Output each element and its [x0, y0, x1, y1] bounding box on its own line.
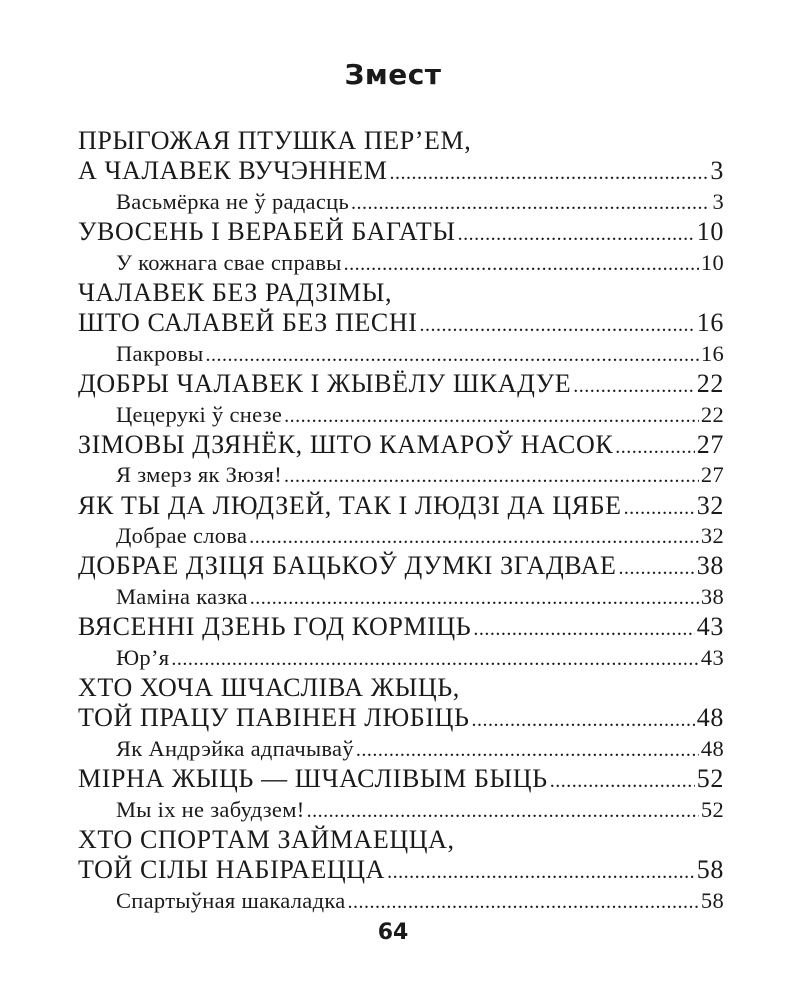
toc-entry-page: 48 [696, 703, 724, 733]
dot-leader [472, 705, 695, 735]
toc-entry-label: УВОСЕНЬ І ВЕРАБЕЙ БАГАТЫ [78, 217, 456, 247]
dot-leader [387, 857, 695, 887]
toc-story-entry[interactable] [78, 643, 724, 673]
toc-section-heading [78, 673, 724, 703]
toc-entry-label: ТОЙ ПРАЦУ ПАВІНЕН ЛЮБІЦЬ [78, 703, 470, 733]
toc-entry-label: Спартыўная шакаладка [116, 887, 346, 913]
toc-entry-label: Як Андрэйка адпачываў [116, 735, 354, 761]
toc-entry-page: 27 [696, 429, 724, 459]
toc-story-entry[interactable] [78, 795, 724, 825]
toc-entry-label: У кожнага свае справы [116, 249, 342, 275]
toc-entry-page: 10 [700, 249, 724, 275]
dot-leader [351, 188, 710, 218]
page-number: 64 [377, 920, 409, 945]
toc-entry-label: ЗІМОВЫ ДЗЯНЁК, ШТО КАМАРОЎ НАСОК [78, 429, 614, 459]
dot-leader [356, 735, 699, 765]
table-of-contents [78, 126, 724, 916]
toc-entry-label: ДОБРАЕ ДЗІЦЯ БАЦЬКОЎ ДУМКІ ЗГАДВАЕ [78, 551, 617, 581]
toc-entry-label: Васьмёрка не ў радасць [116, 188, 350, 214]
toc-entry-page: 38 [700, 583, 724, 609]
dot-leader [171, 644, 698, 674]
toc-story-entry[interactable] [78, 521, 724, 551]
toc-entry-page: 43 [700, 644, 724, 670]
dot-leader [284, 401, 699, 431]
toc-entry-label: ВЯСЕННІ ДЗЕНЬ ГОД КОРМІЦЬ [78, 612, 472, 642]
toc-entry-label: МІРНА ЖЫЦЬ — ШЧАСЛІВЫМ БЫЦЬ [78, 764, 548, 794]
toc-story-entry[interactable] [78, 886, 724, 916]
toc-story-entry[interactable] [78, 400, 724, 430]
toc-entry-page: 22 [700, 401, 724, 427]
dot-leader [348, 887, 699, 917]
toc-entry-page: 43 [696, 612, 724, 642]
page-title: Змест [344, 58, 442, 91]
dot-leader [250, 583, 699, 613]
toc-entry-page: 58 [700, 887, 724, 913]
toc-section-entry[interactable] [78, 703, 724, 733]
toc-entry-page: 22 [696, 369, 724, 399]
toc-entry-label: ХТО ХОЧА ШЧАСЛІВА ЖЫЦЬ, [78, 673, 460, 703]
dot-leader [473, 614, 694, 644]
toc-entry-page: 3 [712, 188, 724, 214]
toc-entry-label: ЯК ТЫ ДА ЛЮДЗЕЙ, ТАК І ЛЮДЗІ ДА ЦЯБЕ [78, 490, 622, 520]
toc-entry-page: 3 [710, 156, 724, 186]
dot-leader [624, 493, 695, 523]
dot-leader [550, 766, 695, 796]
toc-section-entry[interactable] [78, 855, 724, 885]
dot-leader [249, 522, 699, 552]
dot-leader [284, 461, 699, 491]
toc-entry-label: ХТО СПОРТАМ ЗАЙМАЕЦЦА, [78, 824, 455, 854]
toc-section-entry[interactable] [78, 369, 724, 399]
toc-section-entry[interactable] [78, 308, 724, 338]
toc-entry-page: 52 [700, 796, 724, 822]
dot-leader [389, 158, 708, 188]
toc-entry-page: 32 [700, 523, 724, 549]
toc-story-entry[interactable] [78, 734, 724, 764]
toc-entry-label: Пакровы [116, 340, 204, 366]
dot-leader [206, 340, 699, 370]
toc-section-entry[interactable] [78, 551, 724, 581]
toc-entry-label: ДОБРЫ ЧАЛАВЕК І ЖЫВЁЛУ ШКАДУЕ [78, 369, 572, 399]
toc-entry-label: Цецерукі ў снезе [116, 401, 283, 427]
dot-leader [615, 432, 695, 462]
toc-section-heading [78, 126, 724, 156]
toc-story-entry[interactable] [78, 460, 724, 490]
toc-entry-label: ТОЙ СІЛЫ НАБІРАЕЦЦА [78, 855, 386, 885]
toc-entry-page: 27 [700, 462, 724, 488]
toc-entry-label: Маміна казка [116, 583, 248, 609]
toc-entry-label: А ЧАЛАВЕК ВУЧЭННЕМ [78, 156, 388, 186]
toc-entry-page: 32 [696, 490, 724, 520]
toc-entry-label: Мы іх не забудзем! [116, 796, 305, 822]
toc-entry-page: 38 [696, 551, 724, 581]
toc-entry-page: 10 [696, 217, 724, 247]
dot-leader [618, 553, 694, 583]
toc-section-heading [78, 825, 724, 855]
toc-story-entry[interactable] [78, 187, 724, 217]
toc-entry-page: 48 [700, 735, 724, 761]
toc-entry-label: Добрае слова [116, 523, 248, 549]
dot-leader [344, 249, 699, 279]
toc-section-entry[interactable] [78, 764, 724, 794]
toc-section-entry[interactable] [78, 430, 724, 460]
toc-entry-page: 16 [700, 340, 724, 366]
dot-leader [573, 371, 695, 401]
toc-entry-page: 16 [696, 308, 724, 338]
toc-entry-label: Юр’я [116, 644, 170, 670]
toc-entry-label: ПРЫГОЖАЯ ПТУШКА ПЕР’ЕМ, [78, 126, 472, 155]
toc-section-heading [78, 278, 724, 308]
toc-story-entry[interactable] [78, 339, 724, 369]
toc-section-entry[interactable] [78, 156, 724, 186]
toc-story-entry[interactable] [78, 582, 724, 612]
toc-entry-label: ЧАЛАВЕК БЕЗ РАДЗІМЫ, [78, 277, 393, 307]
toc-section-entry[interactable] [78, 217, 724, 247]
toc-section-entry[interactable] [78, 491, 724, 521]
dot-leader [307, 796, 699, 826]
dot-leader [458, 219, 695, 249]
toc-entry-label: ШТО САЛАВЕЙ БЕЗ ПЕСНІ [78, 308, 418, 338]
dot-leader [419, 310, 694, 340]
toc-entry-page: 58 [696, 855, 724, 885]
toc-entry-page: 52 [696, 764, 724, 794]
toc-story-entry[interactable] [78, 248, 724, 278]
toc-section-entry[interactable] [78, 612, 724, 642]
toc-entry-label: Я змерз як Зюзя! [116, 462, 282, 488]
